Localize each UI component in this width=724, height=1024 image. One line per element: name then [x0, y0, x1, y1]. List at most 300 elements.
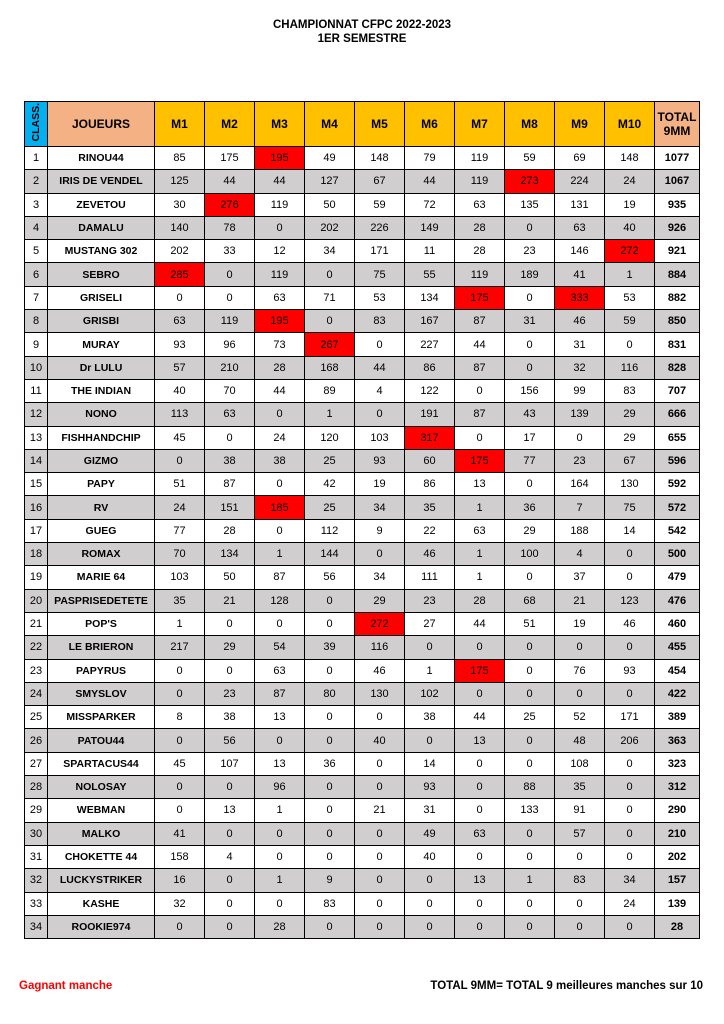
- score-cell: 63: [155, 310, 205, 333]
- player-name-cell: GRISELI: [48, 286, 155, 309]
- score-cell: 52: [555, 706, 605, 729]
- score-cell: 67: [605, 449, 655, 472]
- rank-cell: 16: [25, 496, 48, 519]
- score-cell: 224: [555, 170, 605, 193]
- score-cell: 0: [505, 566, 555, 589]
- score-cell: 96: [205, 333, 255, 356]
- score-cell: 0: [155, 799, 205, 822]
- score-cell: 116: [355, 636, 405, 659]
- player-name-cell: RV: [48, 496, 155, 519]
- score-cell: 0: [155, 659, 205, 682]
- score-cell: 44: [455, 333, 505, 356]
- score-cell: 1: [255, 543, 305, 566]
- table-row: [25, 356, 700, 379]
- score-cell: 0: [155, 729, 205, 752]
- total-cell: 290: [655, 799, 700, 822]
- rank-cell: 28: [25, 776, 48, 799]
- total-cell: 363: [655, 729, 700, 752]
- score-cell: 0: [605, 543, 655, 566]
- score-cell: 156: [505, 379, 555, 402]
- score-cell: 40: [605, 216, 655, 239]
- table-row: [25, 333, 700, 356]
- player-name-cell: POP'S: [48, 612, 155, 635]
- total-cell: 479: [655, 566, 700, 589]
- score-cell: 0: [205, 263, 255, 286]
- total-cell: 28: [655, 915, 700, 938]
- total-cell: 882: [655, 286, 700, 309]
- total-header-line-2: 9MM: [663, 124, 691, 138]
- score-cell: 75: [355, 263, 405, 286]
- score-cell: 217: [155, 636, 205, 659]
- score-cell: 56: [205, 729, 255, 752]
- score-cell: 59: [505, 147, 555, 170]
- score-cell: 28: [205, 519, 255, 542]
- table-row: [25, 776, 700, 799]
- score-cell: 91: [555, 799, 605, 822]
- score-cell: 11: [405, 240, 455, 263]
- score-cell: 144: [305, 543, 355, 566]
- score-cell: 0: [605, 845, 655, 868]
- score-cell: 134: [205, 543, 255, 566]
- score-cell: 0: [255, 403, 305, 426]
- score-cell: 14: [605, 519, 655, 542]
- table-row: [25, 543, 700, 566]
- score-cell: 99: [555, 379, 605, 402]
- score-cell: 149: [405, 216, 455, 239]
- player-name-cell: LUCKYSTRIKER: [48, 869, 155, 892]
- score-cell: 0: [355, 752, 405, 775]
- score-cell: 93: [355, 449, 405, 472]
- rank-cell: 8: [25, 310, 48, 333]
- score-cell: 123: [605, 589, 655, 612]
- score-cell: 0: [455, 426, 505, 449]
- score-cell: 93: [405, 776, 455, 799]
- score-cell: 87: [255, 682, 305, 705]
- score-cell: 41: [555, 263, 605, 286]
- score-cell: 0: [455, 776, 505, 799]
- score-cell: 0: [405, 892, 455, 915]
- score-cell: 32: [555, 356, 605, 379]
- table-row: [25, 682, 700, 705]
- rank-cell: 6: [25, 263, 48, 286]
- total-cell: 572: [655, 496, 700, 519]
- score-cell: 59: [605, 310, 655, 333]
- rank-cell: 12: [25, 403, 48, 426]
- standings-body: [25, 147, 700, 939]
- score-cell: 69: [555, 147, 605, 170]
- rank-cell: 22: [25, 636, 48, 659]
- score-cell: 0: [455, 915, 505, 938]
- score-cell: 28: [455, 589, 505, 612]
- score-cell: 4: [555, 543, 605, 566]
- score-cell: 206: [605, 729, 655, 752]
- score-cell: 120: [305, 426, 355, 449]
- score-cell: 25: [305, 449, 355, 472]
- score-cell: 146: [555, 240, 605, 263]
- table-row: [25, 496, 700, 519]
- total-note: TOTAL 9MM= TOTAL 9 meilleures manches sur 10: [430, 980, 703, 992]
- score-cell: 13: [455, 869, 505, 892]
- score-cell: 70: [205, 379, 255, 402]
- score-cell: 23: [405, 589, 455, 612]
- total-column-header: [655, 102, 700, 147]
- score-cell: 0: [255, 892, 305, 915]
- score-cell: 1: [605, 263, 655, 286]
- player-name-cell: LE BRIERON: [48, 636, 155, 659]
- score-cell: 0: [605, 822, 655, 845]
- score-cell: 40: [355, 729, 405, 752]
- score-cell: 0: [355, 776, 405, 799]
- score-cell: 107: [205, 752, 255, 775]
- player-name-cell: GUEG: [48, 519, 155, 542]
- score-cell: 57: [555, 822, 605, 845]
- total-cell: 655: [655, 426, 700, 449]
- player-name-cell: MARIE 64: [48, 566, 155, 589]
- score-cell: 80: [305, 682, 355, 705]
- player-name-cell: ZEVETOU: [48, 193, 155, 216]
- score-cell: 0: [155, 915, 205, 938]
- score-cell: 21: [555, 589, 605, 612]
- score-cell: 7: [555, 496, 605, 519]
- rank-cell: 31: [25, 845, 48, 868]
- score-cell: 0: [305, 706, 355, 729]
- rank-cell: 1: [25, 147, 48, 170]
- table-row: [25, 589, 700, 612]
- total-cell: 476: [655, 589, 700, 612]
- score-cell: 0: [355, 915, 405, 938]
- score-cell: 0: [505, 752, 555, 775]
- score-cell: 34: [305, 240, 355, 263]
- score-cell: 13: [255, 752, 305, 775]
- total-cell: 460: [655, 612, 700, 635]
- score-cell: 19: [605, 193, 655, 216]
- round-winner-score-cell: 195: [255, 147, 305, 170]
- total-cell: 454: [655, 659, 700, 682]
- score-cell: 44: [455, 706, 505, 729]
- score-cell: 133: [505, 799, 555, 822]
- score-cell: 63: [555, 216, 605, 239]
- score-cell: 0: [605, 333, 655, 356]
- score-cell: 44: [255, 379, 305, 402]
- score-cell: 139: [555, 403, 605, 426]
- score-cell: 40: [155, 379, 205, 402]
- score-cell: 70: [155, 543, 205, 566]
- score-cell: 57: [155, 356, 205, 379]
- score-cell: 63: [205, 403, 255, 426]
- score-cell: 45: [155, 426, 205, 449]
- player-name-cell: MURAY: [48, 333, 155, 356]
- score-cell: 0: [555, 892, 605, 915]
- score-cell: 0: [255, 612, 305, 635]
- score-cell: 23: [555, 449, 605, 472]
- score-cell: 135: [505, 193, 555, 216]
- score-cell: 0: [255, 473, 305, 496]
- score-cell: 42: [305, 473, 355, 496]
- score-cell: 21: [205, 589, 255, 612]
- score-cell: 24: [605, 892, 655, 915]
- score-cell: 0: [505, 216, 555, 239]
- score-cell: 0: [455, 752, 505, 775]
- score-cell: 51: [505, 612, 555, 635]
- score-cell: 25: [505, 706, 555, 729]
- total-cell: 422: [655, 682, 700, 705]
- score-cell: 0: [255, 845, 305, 868]
- score-cell: 36: [305, 752, 355, 775]
- total-cell: 707: [655, 379, 700, 402]
- score-cell: 24: [605, 170, 655, 193]
- score-cell: 35: [555, 776, 605, 799]
- score-cell: 103: [355, 426, 405, 449]
- round-winner-score-cell: 285: [155, 263, 205, 286]
- round-header-m1: M1: [155, 102, 205, 147]
- rank-cell: 3: [25, 193, 48, 216]
- score-cell: 8: [155, 706, 205, 729]
- score-cell: 89: [305, 379, 355, 402]
- score-cell: 56: [305, 566, 355, 589]
- score-cell: 202: [305, 216, 355, 239]
- round-winner-score-cell: 175: [455, 449, 505, 472]
- score-cell: 0: [355, 333, 405, 356]
- table-row: [25, 310, 700, 333]
- score-cell: 67: [355, 170, 405, 193]
- score-cell: 134: [405, 286, 455, 309]
- rank-cell: 21: [25, 612, 48, 635]
- score-cell: 100: [505, 543, 555, 566]
- round-header-m9: M9: [555, 102, 605, 147]
- player-name-cell: RINOU44: [48, 147, 155, 170]
- score-cell: 0: [505, 636, 555, 659]
- table-row: [25, 915, 700, 938]
- player-name-cell: PATOU44: [48, 729, 155, 752]
- table-row: [25, 659, 700, 682]
- score-cell: 49: [405, 822, 455, 845]
- table-row: [25, 240, 700, 263]
- rank-cell: 27: [25, 752, 48, 775]
- round-winner-score-cell: 175: [455, 286, 505, 309]
- table-row: [25, 263, 700, 286]
- score-cell: 24: [155, 496, 205, 519]
- table-row: [25, 566, 700, 589]
- player-name-cell: SPARTACUS44: [48, 752, 155, 775]
- score-cell: 87: [455, 310, 505, 333]
- rank-cell: 9: [25, 333, 48, 356]
- score-cell: 0: [355, 845, 405, 868]
- round-header-m3: M3: [255, 102, 305, 147]
- score-cell: 77: [505, 449, 555, 472]
- rank-cell: 13: [25, 426, 48, 449]
- total-cell: 828: [655, 356, 700, 379]
- player-column-header: JOUEURS: [48, 102, 155, 147]
- score-cell: 0: [405, 729, 455, 752]
- table-row: [25, 822, 700, 845]
- score-cell: 25: [305, 496, 355, 519]
- player-name-cell: MISSPARKER: [48, 706, 155, 729]
- score-cell: 189: [505, 263, 555, 286]
- rank-cell: 4: [25, 216, 48, 239]
- score-cell: 171: [355, 240, 405, 263]
- score-cell: 0: [455, 892, 505, 915]
- score-cell: 29: [605, 403, 655, 426]
- score-cell: 0: [505, 729, 555, 752]
- score-cell: 19: [355, 473, 405, 496]
- score-cell: 85: [155, 147, 205, 170]
- score-cell: 34: [355, 566, 405, 589]
- score-cell: 22: [405, 519, 455, 542]
- score-cell: 0: [305, 822, 355, 845]
- round-winner-score-cell: 195: [255, 310, 305, 333]
- round-header-m5: M5: [355, 102, 405, 147]
- round-winner-score-cell: 317: [405, 426, 455, 449]
- score-cell: 37: [555, 566, 605, 589]
- score-cell: 158: [155, 845, 205, 868]
- table-row: [25, 216, 700, 239]
- rank-cell: 20: [25, 589, 48, 612]
- player-name-cell: WEBMAN: [48, 799, 155, 822]
- score-cell: 35: [155, 589, 205, 612]
- score-cell: 0: [605, 752, 655, 775]
- round-winner-score-cell: 175: [455, 659, 505, 682]
- table-row: [25, 799, 700, 822]
- rank-cell: 10: [25, 356, 48, 379]
- score-cell: 0: [305, 845, 355, 868]
- score-cell: 44: [205, 170, 255, 193]
- score-cell: 87: [455, 403, 505, 426]
- score-cell: 167: [405, 310, 455, 333]
- score-cell: 34: [605, 869, 655, 892]
- score-cell: 45: [155, 752, 205, 775]
- round-header-m8: M8: [505, 102, 555, 147]
- rank-cell: 15: [25, 473, 48, 496]
- table-row: [25, 752, 700, 775]
- player-name-cell: PAPY: [48, 473, 155, 496]
- player-name-cell: PASPRISEDETETE: [48, 589, 155, 612]
- score-cell: 227: [405, 333, 455, 356]
- header-row: [25, 102, 700, 147]
- score-cell: 0: [205, 915, 255, 938]
- score-cell: 0: [255, 729, 305, 752]
- score-cell: 1: [505, 869, 555, 892]
- document-title: [0, 18, 724, 46]
- score-cell: 1: [255, 869, 305, 892]
- score-cell: 0: [305, 799, 355, 822]
- score-cell: 40: [405, 845, 455, 868]
- score-cell: 48: [555, 729, 605, 752]
- score-cell: 34: [355, 496, 405, 519]
- total-cell: 1067: [655, 170, 700, 193]
- score-cell: 1: [155, 612, 205, 635]
- score-cell: 63: [255, 659, 305, 682]
- table-row: [25, 473, 700, 496]
- table-row: [25, 379, 700, 402]
- round-header-m2: M2: [205, 102, 255, 147]
- score-cell: 171: [605, 706, 655, 729]
- score-cell: 108: [555, 752, 605, 775]
- score-cell: 0: [505, 473, 555, 496]
- player-name-cell: SMYSLOV: [48, 682, 155, 705]
- score-cell: 1: [455, 496, 505, 519]
- rank-cell: 2: [25, 170, 48, 193]
- score-cell: 87: [455, 356, 505, 379]
- score-cell: 0: [205, 286, 255, 309]
- score-cell: 0: [305, 589, 355, 612]
- score-cell: 0: [455, 636, 505, 659]
- score-cell: 38: [405, 706, 455, 729]
- score-cell: 32: [155, 892, 205, 915]
- total-cell: 542: [655, 519, 700, 542]
- score-cell: 122: [405, 379, 455, 402]
- score-cell: 119: [205, 310, 255, 333]
- score-cell: 0: [305, 659, 355, 682]
- score-cell: 0: [505, 845, 555, 868]
- score-cell: 116: [605, 356, 655, 379]
- score-cell: 54: [255, 636, 305, 659]
- score-cell: 17: [505, 426, 555, 449]
- score-cell: 0: [405, 915, 455, 938]
- score-cell: 119: [455, 147, 505, 170]
- rank-cell: 19: [25, 566, 48, 589]
- score-cell: 0: [155, 449, 205, 472]
- score-cell: 0: [255, 216, 305, 239]
- score-cell: 16: [155, 869, 205, 892]
- rank-cell: 11: [25, 379, 48, 402]
- score-cell: 41: [155, 822, 205, 845]
- score-cell: 0: [505, 822, 555, 845]
- table-row: [25, 892, 700, 915]
- title-line-2: 1ER SEMESTRE: [317, 33, 407, 45]
- score-cell: 130: [355, 682, 405, 705]
- round-winner-score-cell: 267: [305, 333, 355, 356]
- table-row: [25, 170, 700, 193]
- score-cell: 51: [155, 473, 205, 496]
- score-cell: 93: [155, 333, 205, 356]
- score-cell: 0: [155, 682, 205, 705]
- score-cell: 83: [555, 869, 605, 892]
- round-header-m10: M10: [605, 102, 655, 147]
- score-cell: 13: [205, 799, 255, 822]
- score-cell: 0: [455, 379, 505, 402]
- score-cell: 0: [305, 612, 355, 635]
- score-cell: 88: [505, 776, 555, 799]
- round-header-m7: M7: [455, 102, 505, 147]
- score-cell: 0: [405, 869, 455, 892]
- total-cell: 884: [655, 263, 700, 286]
- total-cell: 921: [655, 240, 700, 263]
- total-cell: 500: [655, 543, 700, 566]
- score-cell: 50: [205, 566, 255, 589]
- score-cell: 119: [255, 263, 305, 286]
- rank-cell: 7: [25, 286, 48, 309]
- total-cell: 592: [655, 473, 700, 496]
- rank-cell: 33: [25, 892, 48, 915]
- score-cell: 0: [505, 892, 555, 915]
- total-cell: 666: [655, 403, 700, 426]
- score-cell: 49: [305, 147, 355, 170]
- score-cell: 77: [155, 519, 205, 542]
- score-cell: 4: [205, 845, 255, 868]
- player-name-cell: MUSTANG 302: [48, 240, 155, 263]
- score-cell: 24: [255, 426, 305, 449]
- score-cell: 0: [305, 729, 355, 752]
- total-cell: 202: [655, 845, 700, 868]
- score-cell: 0: [605, 682, 655, 705]
- total-header-line-1: TOTAL: [657, 110, 697, 124]
- score-cell: 0: [355, 403, 405, 426]
- rank-cell: 18: [25, 543, 48, 566]
- score-cell: 44: [355, 356, 405, 379]
- score-cell: 0: [355, 892, 405, 915]
- score-cell: 35: [405, 496, 455, 519]
- score-cell: 13: [455, 473, 505, 496]
